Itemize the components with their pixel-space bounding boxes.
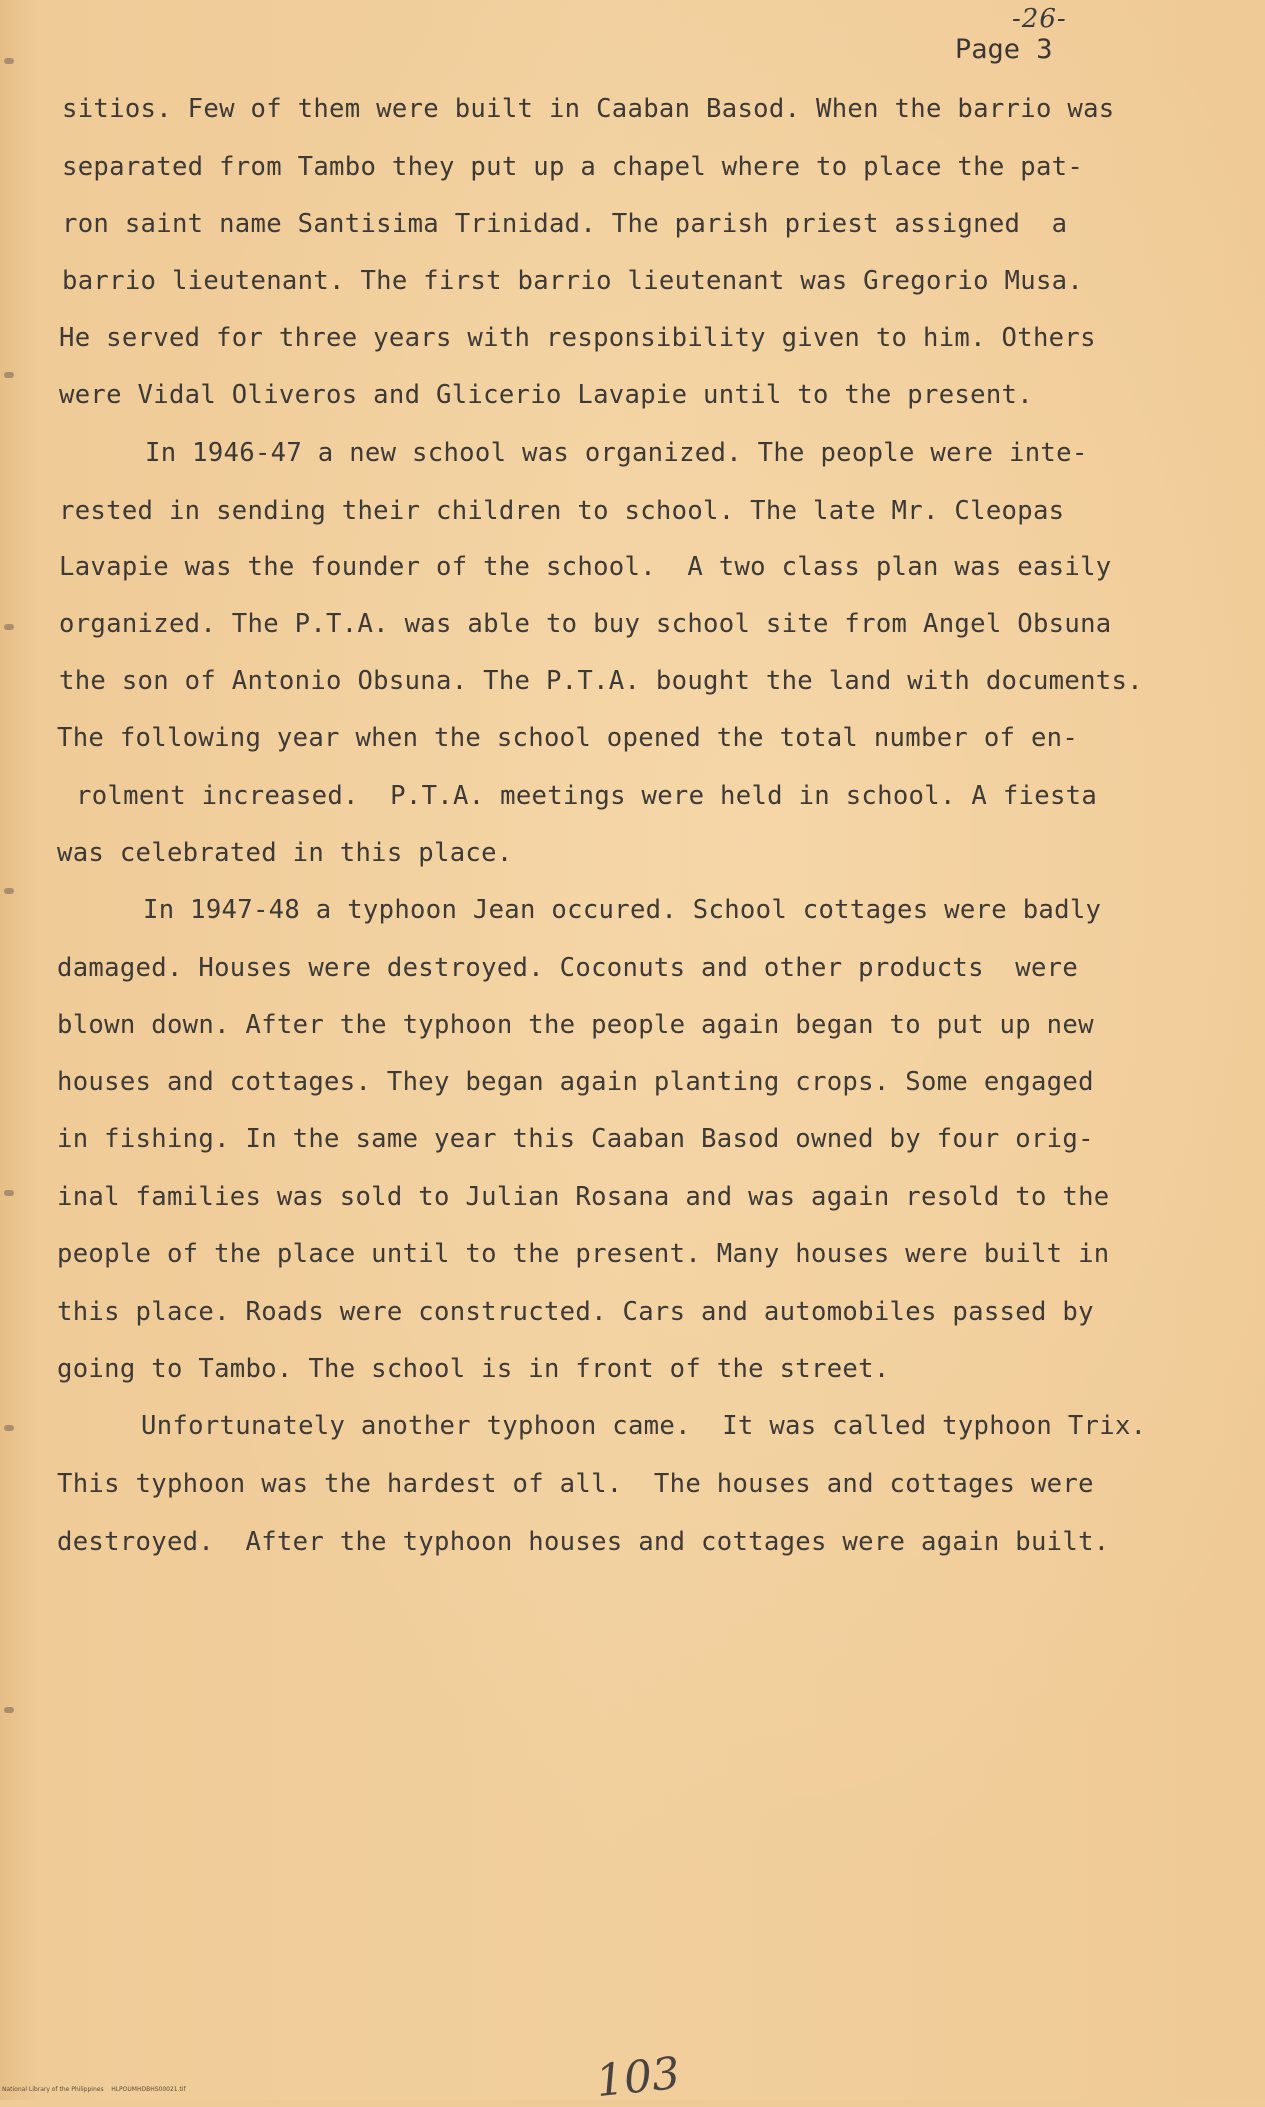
- text-line: houses and cottages. They began again planting crops. Some engaged: [57, 1067, 1094, 1097]
- text-line: Lavapie was the founder of the school. A two class plan was easily: [59, 552, 1112, 582]
- text-line: He served for three years with responsibility given to him. Others: [59, 323, 1096, 353]
- handwritten-folio-number: 103: [593, 2047, 683, 2107]
- text-line: The following year when the school opened the total number of en-: [57, 723, 1079, 753]
- text-line: In 1947-48 a typhoon Jean occured. School cottages were badly: [143, 895, 1102, 925]
- text-line: This typhoon was the hardest of all. The houses and cottages were: [57, 1469, 1094, 1499]
- text-line: blown down. After the typhoon the people again began to put up new: [57, 1010, 1094, 1040]
- text-line: inal families was sold to Julian Rosana and was again resold to the: [57, 1182, 1110, 1212]
- text-line: damaged. Houses were destroyed. Coconuts and other products were: [57, 953, 1079, 983]
- binding-mark: [4, 624, 14, 630]
- text-line: was celebrated in this place.: [57, 838, 513, 868]
- text-line: In 1946-47 a new school was organized. The people were inte-: [145, 438, 1088, 468]
- page-label: Page 3: [955, 34, 1053, 65]
- text-line: rested in sending their children to school. The late Mr. Cleopas: [59, 496, 1065, 526]
- text-line: destroyed. After the typhoon houses and cottages were again built.: [57, 1527, 1110, 1557]
- text-line: were Vidal Oliveros and Glicerio Lavapie until to the present.: [59, 380, 1033, 410]
- text-line: people of the place until to the present. Many houses were built in: [57, 1239, 1110, 1269]
- text-line: organized. The P.T.A. was able to buy school site from Angel Obsuna: [59, 609, 1112, 639]
- binding-mark: [4, 1190, 14, 1196]
- text-line: this place. Roads were constructed. Cars and automobiles passed by: [57, 1297, 1094, 1327]
- text-line: sitios. Few of them were built in Caaban Basod. When the barrio was: [62, 94, 1115, 124]
- binding-mark: [4, 1707, 14, 1713]
- text-line: going to Tambo. The school is in front of the street.: [57, 1354, 890, 1384]
- binding-mark: [4, 372, 14, 378]
- binding-mark: [4, 58, 14, 64]
- text-line: separated from Tambo they put up a chapel where to place the pat-: [62, 152, 1084, 182]
- scan-credit: National Library of the Philippines HLPOUMHDBHS00021.tif: [2, 2086, 186, 2093]
- binding-mark: [4, 1425, 14, 1431]
- text-line: barrio lieutenant. The first barrio lieutenant was Gregorio Musa.: [62, 266, 1084, 296]
- text-line: rolment increased. P.T.A. meetings were held in school. A fiesta: [76, 781, 1098, 811]
- text-line: ron saint name Santisima Trinidad. The parish priest assigned a: [62, 209, 1068, 239]
- binding-mark: [4, 888, 14, 894]
- text-line: the son of Antonio Obsuna. The P.T.A. bought the land with documents.: [59, 666, 1143, 696]
- text-line: in fishing. In the same year this Caaban Basod owned by four orig-: [57, 1124, 1094, 1154]
- handwritten-page-number: -26-: [1012, 4, 1067, 34]
- text-line: Unfortunately another typhoon came. It was called typhoon Trix.: [141, 1411, 1147, 1441]
